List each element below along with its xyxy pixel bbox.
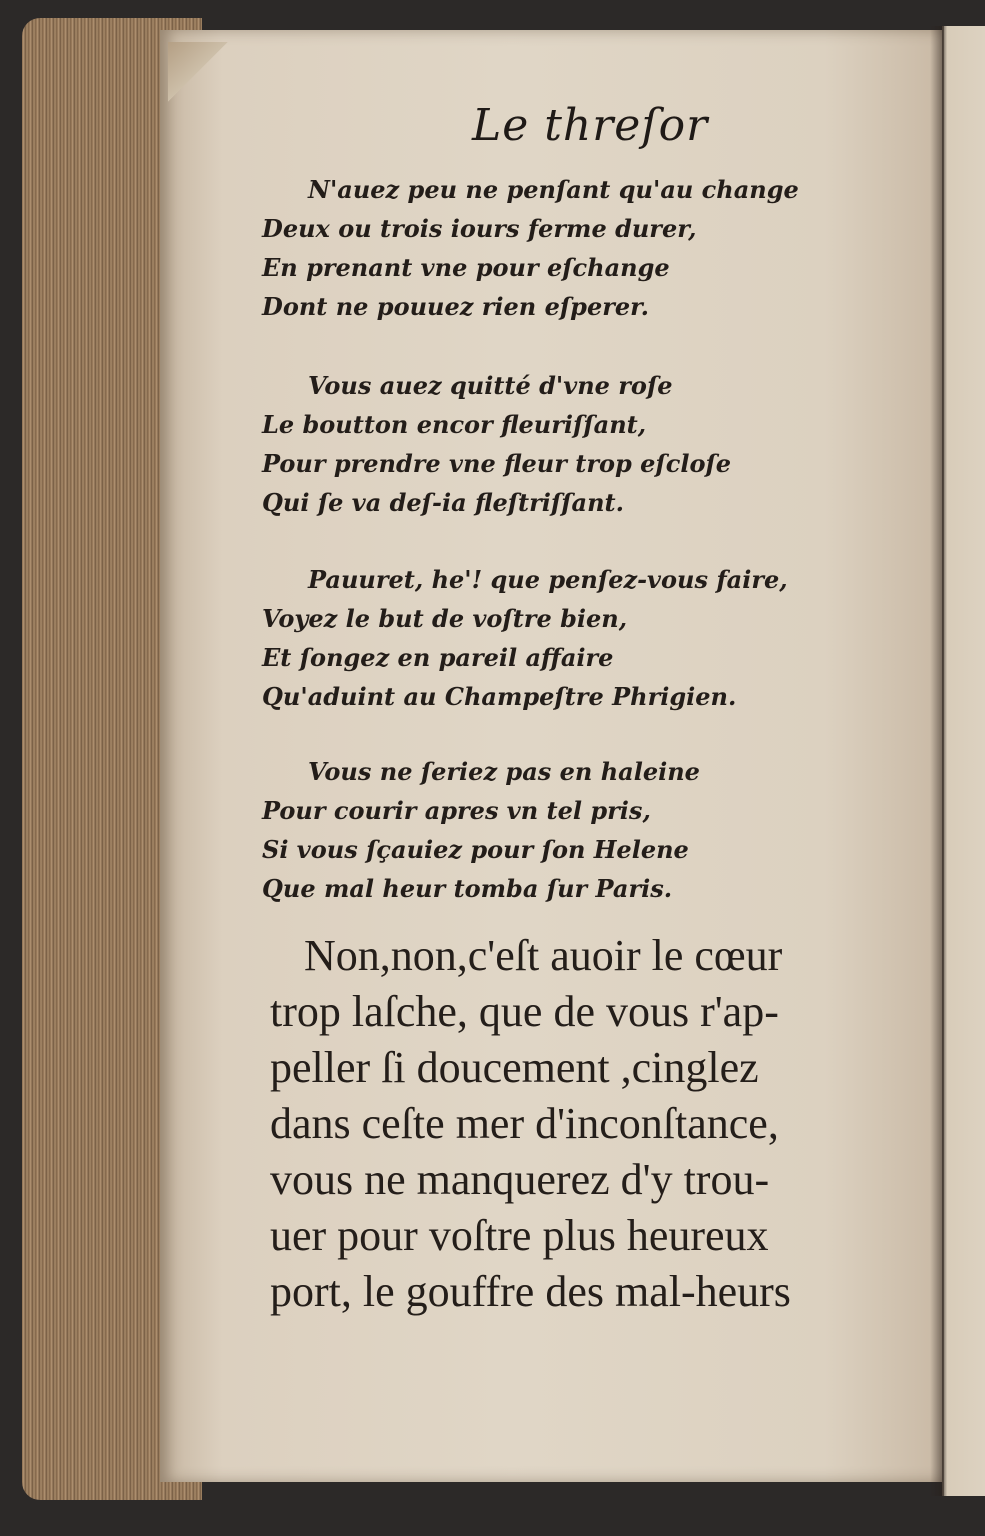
verse-line: Pour prendre vne fleur trop eſcloſe (262, 449, 732, 478)
poem-stanza (262, 560, 788, 716)
prose-line: dans ceſte mer d'inconſtance, (270, 1099, 779, 1148)
prose-line: peller ſi doucement ,cinglez (270, 1043, 759, 1092)
verse-line: Deux ou trois iours ferme durer, (262, 214, 697, 243)
prose-line: uer pour voſtre plus heureux (270, 1211, 769, 1260)
verse-line: Vous ne ſeriez pas en haleine (308, 757, 700, 786)
verse-line: Et ſongez en pareil affaire (262, 643, 614, 672)
verse-line: Dont ne pouuez rien eſperer. (262, 292, 649, 321)
page-corner-fold (168, 42, 228, 102)
prose-line: vous ne manquerez d'y trou- (270, 1155, 770, 1204)
verse-line: N'auez peu ne penſant qu'au change (308, 175, 799, 204)
prose-line: port, le gouffre des mal-heurs (270, 1267, 791, 1316)
verse-line: Si vous ſçauiez pour ſon Helene (262, 835, 689, 864)
verse-line: En prenant vne pour eſchange (262, 253, 670, 282)
poem-stanza (262, 366, 731, 522)
running-head: Le threſor (472, 100, 709, 151)
prose-line: trop laſche, que de vous r'ap- (270, 987, 779, 1036)
verse-line: Que mal heur tomba ſur Paris. (262, 874, 673, 903)
verse-line: Pour courir apres vn tel pris, (262, 796, 651, 825)
verse-line: Vous auez quitté d'vne roſe (308, 371, 673, 400)
verse-line: Qu'aduint au Champeſtre Phrigien. (262, 682, 737, 711)
verse-line: Le boutton encor fleuriſſant, (262, 410, 647, 439)
gutter-shadow (930, 26, 944, 1496)
poem-stanza (262, 752, 700, 908)
prose-line: Non,non,c'eſt auoir le cœur (304, 931, 783, 980)
verse-line: Qui ſe va deſ-ia fleſtriſſant. (262, 488, 624, 517)
verse-line: Voyez le but de voſtre bien, (262, 604, 628, 633)
prose-paragraph (270, 928, 880, 1320)
facing-page-edge (942, 26, 985, 1496)
poem-stanza (262, 170, 799, 326)
verse-line: Pauuret, he'! que penſez-vous faire, (308, 565, 788, 594)
